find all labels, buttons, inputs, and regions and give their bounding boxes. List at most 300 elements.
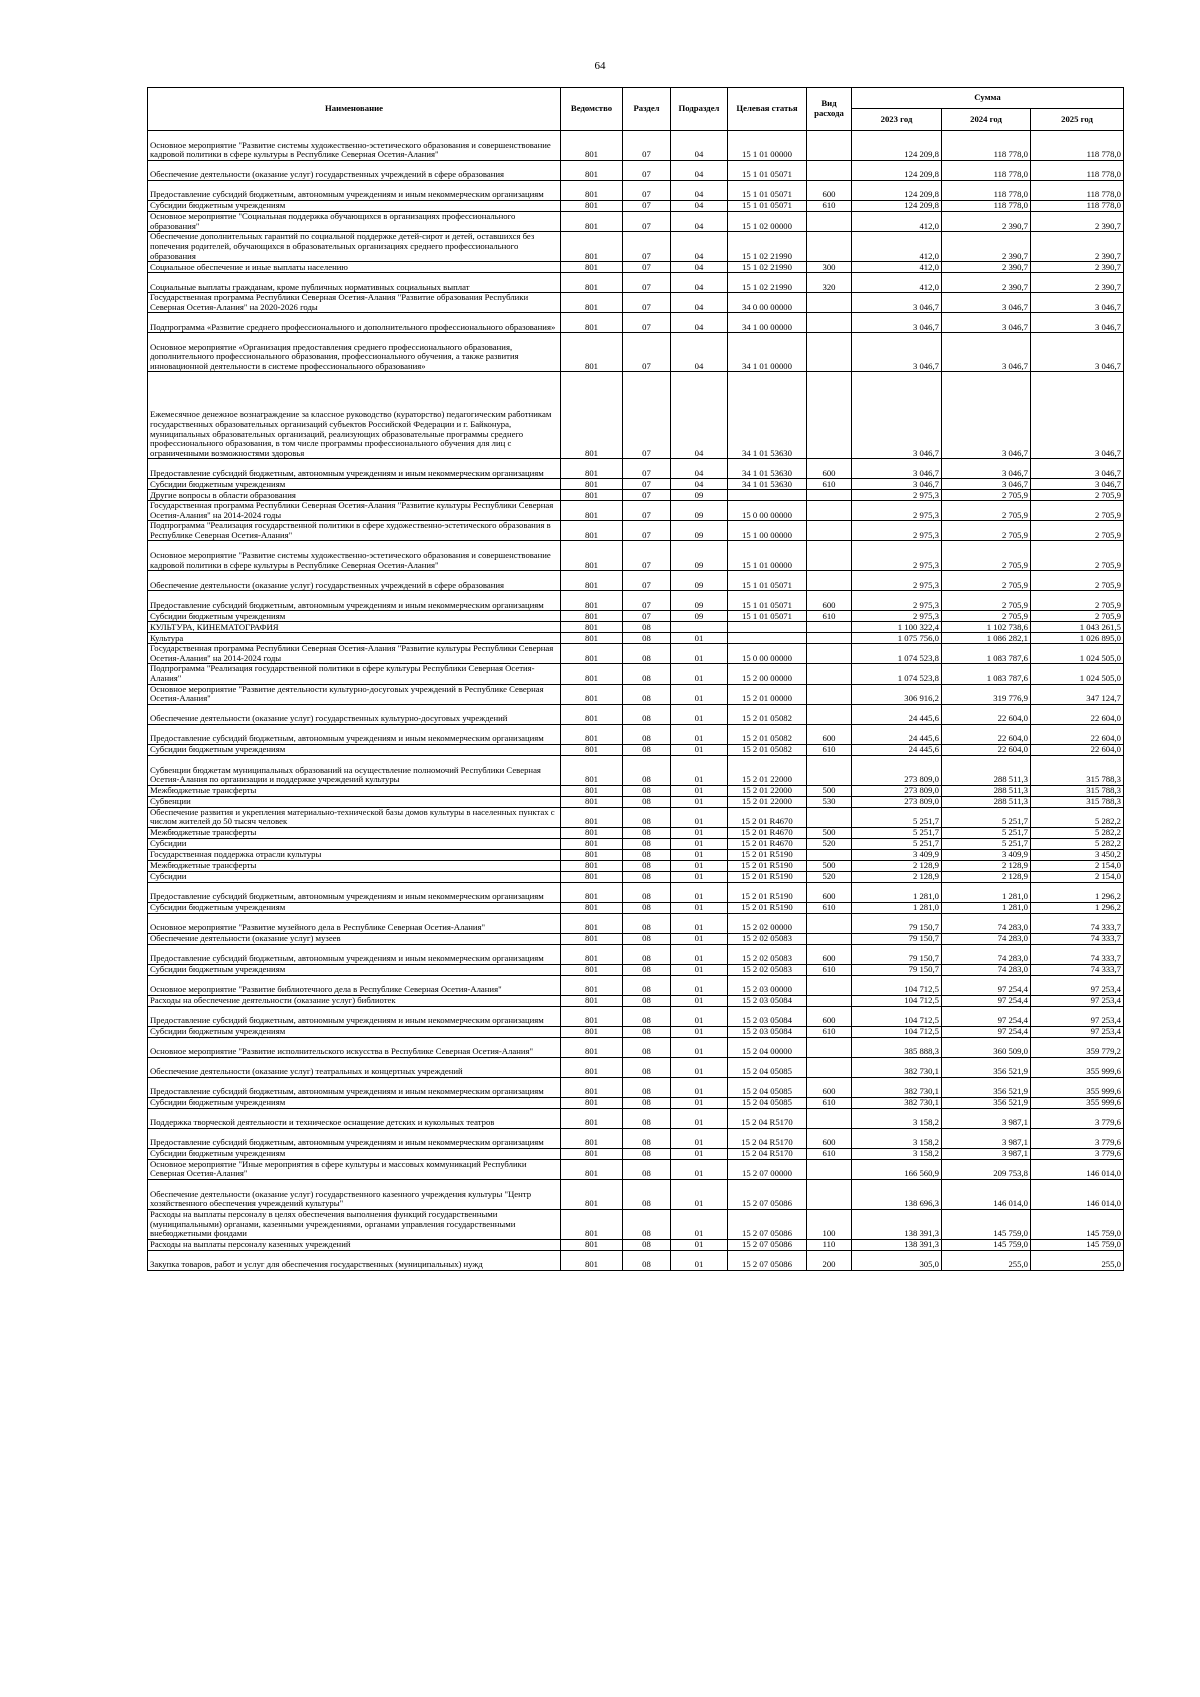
cell-ministry: 801 <box>561 541 623 571</box>
table-row <box>148 333 1124 372</box>
cell-ministry: 801 <box>561 664 623 684</box>
cell-sum-2025: 355 999,6 <box>1031 1077 1124 1097</box>
cell-sum-2025: 2 154,0 <box>1031 860 1124 871</box>
cell-sum-2024: 2 705,9 <box>942 611 1031 622</box>
cell-target-article: 15 2 07 05086 <box>728 1179 807 1209</box>
cell-subsection: 04 <box>671 181 728 201</box>
cell-expense-type <box>807 704 852 724</box>
cell-sum-2024: 74 283,0 <box>942 933 1031 944</box>
cell-ministry: 801 <box>561 293 623 313</box>
cell-subsection: 04 <box>671 262 728 273</box>
cell-sum-2023: 166 560,9 <box>852 1159 942 1179</box>
cell-sum-2024: 1 083 787,6 <box>942 664 1031 684</box>
cell-section: 08 <box>623 871 671 882</box>
cell-subsection: 01 <box>671 744 728 755</box>
table-row <box>148 755 1124 785</box>
cell-name: Основное мероприятие "Развитие библиотечного дела в Республике Северная Осетия-Алания" <box>148 975 561 995</box>
table-row <box>148 1077 1124 1097</box>
cell-sum-2025: 74 333,7 <box>1031 944 1124 964</box>
cell-sum-2025: 5 282,2 <box>1031 838 1124 849</box>
table-row <box>148 571 1124 591</box>
table-row <box>148 933 1124 944</box>
cell-subsection: 01 <box>671 1128 728 1148</box>
cell-name: Поддержка творческой деятельности и техническое оснащение детских и кукольных театров <box>148 1108 561 1128</box>
cell-sum-2024: 1 281,0 <box>942 882 1031 902</box>
cell-target-article: 15 2 01 R5190 <box>728 849 807 860</box>
cell-sum-2025: 97 253,4 <box>1031 1006 1124 1026</box>
cell-section: 07 <box>623 161 671 181</box>
cell-name: Субсидии бюджетным учреждениям <box>148 744 561 755</box>
cell-name: КУЛЬТУРА, КИНЕМАТОГРАФИЯ <box>148 622 561 633</box>
cell-subsection: 04 <box>671 293 728 313</box>
cell-name: Обеспечение деятельности (оказание услуг) государственных учреждений в сфере образования <box>148 571 561 591</box>
table-row <box>148 372 1124 459</box>
cell-sum-2025: 3 046,7 <box>1031 479 1124 490</box>
cell-sum-2023: 5 251,7 <box>852 838 942 849</box>
cell-ministry: 801 <box>561 181 623 201</box>
table-row <box>148 944 1124 964</box>
cell-sum-2023: 104 712,5 <box>852 1006 942 1026</box>
table-row <box>148 1057 1124 1077</box>
table-row <box>148 704 1124 724</box>
cell-subsection: 01 <box>671 796 728 807</box>
cell-sum-2024: 74 283,0 <box>942 913 1031 933</box>
cell-target-article: 34 1 01 00000 <box>728 333 807 372</box>
table-row <box>148 684 1124 704</box>
cell-expense-type <box>807 913 852 933</box>
cell-sum-2025: 97 253,4 <box>1031 975 1124 995</box>
cell-ministry: 801 <box>561 273 623 293</box>
table-row <box>148 964 1124 975</box>
cell-ministry: 801 <box>561 975 623 995</box>
cell-ministry: 801 <box>561 913 623 933</box>
cell-sum-2025: 1 024 505,0 <box>1031 664 1124 684</box>
cell-section: 08 <box>623 1057 671 1077</box>
cell-expense-type <box>807 313 852 333</box>
cell-sum-2023: 3 158,2 <box>852 1108 942 1128</box>
cell-sum-2024: 2 705,9 <box>942 521 1031 541</box>
cell-section: 08 <box>623 1006 671 1026</box>
cell-sum-2023: 79 150,7 <box>852 964 942 975</box>
cell-name: Государственная программа Республики Северная Осетия-Алания "Развитие культуры Республики Северная Осетия-Алания" на 2014-2024 годы <box>148 501 561 521</box>
cell-sum-2025: 315 788,3 <box>1031 796 1124 807</box>
cell-expense-type <box>807 490 852 501</box>
cell-subsection: 01 <box>671 944 728 964</box>
cell-sum-2023: 104 712,5 <box>852 995 942 1006</box>
cell-ministry: 801 <box>561 882 623 902</box>
cell-sum-2024: 356 521,9 <box>942 1097 1031 1108</box>
table-row <box>148 882 1124 902</box>
cell-subsection: 01 <box>671 838 728 849</box>
cell-expense-type <box>807 975 852 995</box>
cell-expense-type <box>807 933 852 944</box>
cell-subsection: 01 <box>671 1250 728 1270</box>
cell-subsection: 01 <box>671 1006 728 1026</box>
cell-sum-2024: 3 046,7 <box>942 459 1031 479</box>
cell-ministry: 801 <box>561 838 623 849</box>
cell-section: 08 <box>623 644 671 664</box>
table-row <box>148 293 1124 313</box>
cell-sum-2025: 1 024 505,0 <box>1031 644 1124 664</box>
cell-target-article: 15 1 00 00000 <box>728 521 807 541</box>
cell-expense-type: 500 <box>807 785 852 796</box>
cell-sum-2023: 1 075 756,0 <box>852 633 942 644</box>
cell-sum-2024: 5 251,7 <box>942 838 1031 849</box>
cell-subsection: 09 <box>671 501 728 521</box>
cell-sum-2024: 145 759,0 <box>942 1239 1031 1250</box>
cell-expense-type <box>807 521 852 541</box>
cell-ministry: 801 <box>561 684 623 704</box>
cell-expense-type <box>807 622 852 633</box>
cell-sum-2023: 273 809,0 <box>852 796 942 807</box>
cell-ministry: 801 <box>561 1006 623 1026</box>
cell-sum-2024: 2 390,7 <box>942 212 1031 232</box>
cell-ministry: 801 <box>561 1128 623 1148</box>
cell-expense-type <box>807 372 852 459</box>
cell-target-article: 15 1 01 05071 <box>728 611 807 622</box>
cell-sum-2024: 146 014,0 <box>942 1179 1031 1209</box>
cell-sum-2024: 3 046,7 <box>942 479 1031 490</box>
cell-section: 07 <box>623 541 671 571</box>
cell-target-article: 15 2 07 05086 <box>728 1209 807 1239</box>
cell-section: 08 <box>623 1026 671 1037</box>
table-row <box>148 838 1124 849</box>
cell-expense-type <box>807 755 852 785</box>
cell-section: 07 <box>623 479 671 490</box>
cell-expense-type: 610 <box>807 1026 852 1037</box>
cell-sum-2025: 3 779,6 <box>1031 1148 1124 1159</box>
cell-section: 08 <box>623 1148 671 1159</box>
cell-sum-2024: 118 778,0 <box>942 161 1031 181</box>
cell-ministry: 801 <box>561 1209 623 1239</box>
cell-subsection: 04 <box>671 479 728 490</box>
cell-subsection: 04 <box>671 161 728 181</box>
cell-subsection: 01 <box>671 684 728 704</box>
cell-section: 08 <box>623 664 671 684</box>
cell-sum-2024: 2 705,9 <box>942 501 1031 521</box>
header-name: Наименование <box>148 88 561 131</box>
cell-target-article: 15 1 02 00000 <box>728 212 807 232</box>
cell-ministry: 801 <box>561 1250 623 1270</box>
cell-sum-2024: 3 409,9 <box>942 849 1031 860</box>
cell-sum-2023: 104 712,5 <box>852 975 942 995</box>
cell-section: 08 <box>623 902 671 913</box>
cell-ministry: 801 <box>561 501 623 521</box>
header-year-2025: 2025 год <box>1031 109 1124 131</box>
cell-target-article: 15 1 01 05071 <box>728 181 807 201</box>
cell-subsection: 01 <box>671 724 728 744</box>
cell-sum-2024: 2 705,9 <box>942 591 1031 611</box>
cell-subsection: 09 <box>671 611 728 622</box>
cell-ministry: 801 <box>561 333 623 372</box>
cell-target-article <box>728 490 807 501</box>
cell-sum-2024: 2 128,9 <box>942 860 1031 871</box>
cell-target-article: 15 1 01 00000 <box>728 541 807 571</box>
cell-sum-2023: 273 809,0 <box>852 785 942 796</box>
cell-ministry: 801 <box>561 933 623 944</box>
cell-subsection: 04 <box>671 273 728 293</box>
page-number: 64 <box>594 60 606 72</box>
cell-subsection: 01 <box>671 1026 728 1037</box>
table-row <box>148 724 1124 744</box>
cell-ministry: 801 <box>561 724 623 744</box>
table-row <box>148 1239 1124 1250</box>
cell-subsection: 01 <box>671 1239 728 1250</box>
cell-section: 07 <box>623 131 671 161</box>
cell-subsection: 09 <box>671 571 728 591</box>
cell-sum-2023: 1 074 523,8 <box>852 664 942 684</box>
cell-sum-2024: 74 283,0 <box>942 944 1031 964</box>
table-row <box>148 479 1124 490</box>
cell-sum-2024: 356 521,9 <box>942 1077 1031 1097</box>
cell-section: 08 <box>623 1239 671 1250</box>
table-row <box>148 902 1124 913</box>
cell-sum-2023: 2 975,3 <box>852 571 942 591</box>
cell-sum-2025: 118 778,0 <box>1031 131 1124 161</box>
cell-target-article: 15 2 07 00000 <box>728 1159 807 1179</box>
table-row <box>148 807 1124 827</box>
cell-sum-2024: 118 778,0 <box>942 181 1031 201</box>
cell-target-article: 15 2 04 05085 <box>728 1097 807 1108</box>
table-row <box>148 212 1124 232</box>
cell-ministry: 801 <box>561 871 623 882</box>
cell-target-article: 15 2 03 00000 <box>728 975 807 995</box>
cell-ministry: 801 <box>561 807 623 827</box>
cell-sum-2024: 2 705,9 <box>942 490 1031 501</box>
cell-expense-type <box>807 633 852 644</box>
cell-target-article: 15 2 04 05085 <box>728 1057 807 1077</box>
cell-sum-2023: 2 975,3 <box>852 501 942 521</box>
cell-subsection <box>671 622 728 633</box>
cell-name: Предоставление субсидий бюджетным, автономным учреждениям и иным некоммерческим организациям <box>148 1006 561 1026</box>
cell-sum-2023: 1 281,0 <box>852 882 942 902</box>
cell-target-article: 15 2 04 R5170 <box>728 1148 807 1159</box>
table-row <box>148 1108 1124 1128</box>
cell-expense-type: 600 <box>807 1077 852 1097</box>
cell-sum-2025: 2 705,9 <box>1031 541 1124 571</box>
table-row <box>148 975 1124 995</box>
cell-name: Субвенции бюджетам муниципальных образований на осуществление полномочий Республики Северная Осетия-Алания по организации и поддержке учреждений культуры <box>148 755 561 785</box>
cell-subsection: 01 <box>671 882 728 902</box>
cell-sum-2024: 3 046,7 <box>942 313 1031 333</box>
cell-section: 08 <box>623 622 671 633</box>
cell-target-article: 15 2 01 22000 <box>728 785 807 796</box>
cell-expense-type: 610 <box>807 611 852 622</box>
cell-subsection: 01 <box>671 755 728 785</box>
cell-expense-type: 600 <box>807 944 852 964</box>
cell-sum-2025: 146 014,0 <box>1031 1159 1124 1179</box>
cell-subsection: 01 <box>671 644 728 664</box>
cell-sum-2024: 3 987,1 <box>942 1128 1031 1148</box>
cell-sum-2025: 22 604,0 <box>1031 744 1124 755</box>
cell-section: 08 <box>623 827 671 838</box>
cell-ministry: 801 <box>561 161 623 181</box>
cell-name: Расходы на выплаты персоналу в целях обеспечения выполнения функций государственными (муниципальными) органами, казенными учреждениями, органами управления государственными внебюджетными фондами <box>148 1209 561 1239</box>
cell-sum-2025: 1 043 261,5 <box>1031 622 1124 633</box>
cell-expense-type <box>807 571 852 591</box>
cell-sum-2023: 124 209,8 <box>852 181 942 201</box>
cell-sum-2024: 2 390,7 <box>942 262 1031 273</box>
cell-sum-2023: 2 128,9 <box>852 860 942 871</box>
cell-name: Субсидии бюджетным учреждениям <box>148 1097 561 1108</box>
table-row <box>148 490 1124 501</box>
cell-sum-2023: 2 975,3 <box>852 591 942 611</box>
cell-sum-2023: 24 445,6 <box>852 704 942 724</box>
cell-sum-2023: 124 209,8 <box>852 201 942 212</box>
cell-ministry: 801 <box>561 571 623 591</box>
cell-ministry: 801 <box>561 944 623 964</box>
table-row <box>148 871 1124 882</box>
cell-sum-2023: 79 150,7 <box>852 944 942 964</box>
cell-sum-2025: 74 333,7 <box>1031 933 1124 944</box>
cell-ministry: 801 <box>561 1179 623 1209</box>
cell-section: 08 <box>623 704 671 724</box>
cell-sum-2025: 74 333,7 <box>1031 913 1124 933</box>
cell-sum-2023: 412,0 <box>852 273 942 293</box>
cell-expense-type: 600 <box>807 1128 852 1148</box>
cell-target-article: 15 0 00 00000 <box>728 501 807 521</box>
cell-name: Субсидии бюджетным учреждениям <box>148 1148 561 1159</box>
cell-expense-type <box>807 1057 852 1077</box>
cell-name: Основное мероприятие "Иные мероприятия в сфере культуры и массовых коммуникаций Республики Северная Осетия-Алания" <box>148 1159 561 1179</box>
cell-sum-2024: 1 281,0 <box>942 902 1031 913</box>
table-row <box>148 611 1124 622</box>
cell-ministry: 801 <box>561 644 623 664</box>
cell-name: Социальные выплаты гражданам, кроме публичных нормативных социальных выплат <box>148 273 561 293</box>
cell-sum-2024: 2 390,7 <box>942 273 1031 293</box>
cell-section: 07 <box>623 459 671 479</box>
cell-target-article: 15 1 01 05071 <box>728 591 807 611</box>
cell-sum-2025: 347 124,7 <box>1031 684 1124 704</box>
cell-section: 08 <box>623 1108 671 1128</box>
header-year-2023: 2023 год <box>852 109 942 131</box>
cell-sum-2025: 2 705,9 <box>1031 611 1124 622</box>
cell-sum-2024: 319 776,9 <box>942 684 1031 704</box>
cell-ministry: 801 <box>561 232 623 262</box>
cell-sum-2023: 104 712,5 <box>852 1026 942 1037</box>
cell-target-article: 15 2 07 05086 <box>728 1250 807 1270</box>
cell-subsection: 01 <box>671 902 728 913</box>
cell-target-article: 15 2 01 R4670 <box>728 827 807 838</box>
cell-sum-2023: 138 391,3 <box>852 1209 942 1239</box>
cell-target-article: 15 1 02 21990 <box>728 262 807 273</box>
cell-section: 08 <box>623 724 671 744</box>
cell-section: 08 <box>623 1159 671 1179</box>
table-row <box>148 1037 1124 1057</box>
cell-sum-2025: 118 778,0 <box>1031 201 1124 212</box>
cell-section: 08 <box>623 633 671 644</box>
cell-sum-2024: 118 778,0 <box>942 131 1031 161</box>
cell-sum-2025: 3 779,6 <box>1031 1128 1124 1148</box>
cell-name: Субвенции <box>148 796 561 807</box>
cell-sum-2023: 2 975,3 <box>852 490 942 501</box>
cell-sum-2025: 2 705,9 <box>1031 521 1124 541</box>
budget-table <box>147 87 1124 1271</box>
cell-expense-type: 110 <box>807 1239 852 1250</box>
cell-target-article: 15 2 03 05084 <box>728 1026 807 1037</box>
cell-ministry: 801 <box>561 1077 623 1097</box>
cell-target-article: 34 1 01 53630 <box>728 372 807 459</box>
cell-sum-2024: 1 083 787,6 <box>942 644 1031 664</box>
cell-expense-type: 610 <box>807 201 852 212</box>
cell-subsection: 04 <box>671 212 728 232</box>
cell-ministry: 801 <box>561 490 623 501</box>
cell-sum-2025: 3 779,6 <box>1031 1108 1124 1128</box>
cell-sum-2025: 5 282,2 <box>1031 807 1124 827</box>
cell-sum-2025: 3 046,7 <box>1031 372 1124 459</box>
cell-target-article: 15 2 01 05082 <box>728 704 807 724</box>
cell-subsection: 01 <box>671 964 728 975</box>
cell-expense-type: 530 <box>807 796 852 807</box>
cell-section: 07 <box>623 201 671 212</box>
table-row <box>148 860 1124 871</box>
cell-expense-type: 600 <box>807 459 852 479</box>
cell-sum-2025: 22 604,0 <box>1031 724 1124 744</box>
cell-sum-2023: 2 128,9 <box>852 871 942 882</box>
cell-sum-2025: 145 759,0 <box>1031 1209 1124 1239</box>
cell-sum-2025: 2 705,9 <box>1031 501 1124 521</box>
table-row <box>148 744 1124 755</box>
table-row <box>148 796 1124 807</box>
cell-sum-2023: 382 730,1 <box>852 1077 942 1097</box>
cell-target-article: 34 1 01 53630 <box>728 459 807 479</box>
cell-expense-type <box>807 1159 852 1179</box>
cell-subsection: 04 <box>671 131 728 161</box>
cell-name: Обеспечение деятельности (оказание услуг) государственных учреждений в сфере образования <box>148 161 561 181</box>
table-row <box>148 785 1124 796</box>
cell-target-article: 15 2 02 05083 <box>728 933 807 944</box>
cell-expense-type: 300 <box>807 262 852 273</box>
cell-target-article <box>728 633 807 644</box>
header-expense-type: Вид расхода <box>807 88 852 131</box>
cell-section: 08 <box>623 1097 671 1108</box>
cell-name: Предоставление субсидий бюджетным, автономным учреждениям и иным некоммерческим организациям <box>148 724 561 744</box>
table-row <box>148 1148 1124 1159</box>
header-target-article: Целевая статья <box>728 88 807 131</box>
cell-target-article: 15 2 07 05086 <box>728 1239 807 1250</box>
cell-sum-2024: 74 283,0 <box>942 964 1031 975</box>
cell-subsection: 04 <box>671 201 728 212</box>
cell-sum-2025: 118 778,0 <box>1031 161 1124 181</box>
cell-section: 08 <box>623 1209 671 1239</box>
cell-ministry: 801 <box>561 1148 623 1159</box>
table-row <box>148 541 1124 571</box>
table-row <box>148 273 1124 293</box>
table-row <box>148 1097 1124 1108</box>
cell-name: Обеспечение деятельности (оказание услуг) театральных и концертных учреждений <box>148 1057 561 1077</box>
cell-sum-2023: 124 209,8 <box>852 131 942 161</box>
cell-sum-2023: 5 251,7 <box>852 827 942 838</box>
header-sum: Сумма <box>852 88 1124 109</box>
cell-sum-2024: 288 511,3 <box>942 755 1031 785</box>
cell-target-article: 15 2 01 R4670 <box>728 838 807 849</box>
cell-name: Основное мероприятие "Социальная поддержка обучающихся в организациях профессионального образования" <box>148 212 561 232</box>
cell-target-article: 15 2 04 R5170 <box>728 1108 807 1128</box>
cell-sum-2025: 255,0 <box>1031 1250 1124 1270</box>
cell-subsection: 04 <box>671 333 728 372</box>
table-row <box>148 181 1124 201</box>
cell-section: 08 <box>623 1250 671 1270</box>
cell-target-article: 15 2 01 R5190 <box>728 860 807 871</box>
cell-name: Государственная программа Республики Северная Осетия-Алания "Развитие культуры Республики Северная Осетия-Алания" на 2014-2024 годы <box>148 644 561 664</box>
table-row <box>148 161 1124 181</box>
cell-expense-type <box>807 131 852 161</box>
cell-name: Расходы на выплаты персоналу казенных учреждений <box>148 1239 561 1250</box>
cell-target-article: 15 1 01 05071 <box>728 201 807 212</box>
cell-section: 07 <box>623 501 671 521</box>
cell-expense-type: 600 <box>807 1006 852 1026</box>
cell-ministry: 801 <box>561 1108 623 1128</box>
